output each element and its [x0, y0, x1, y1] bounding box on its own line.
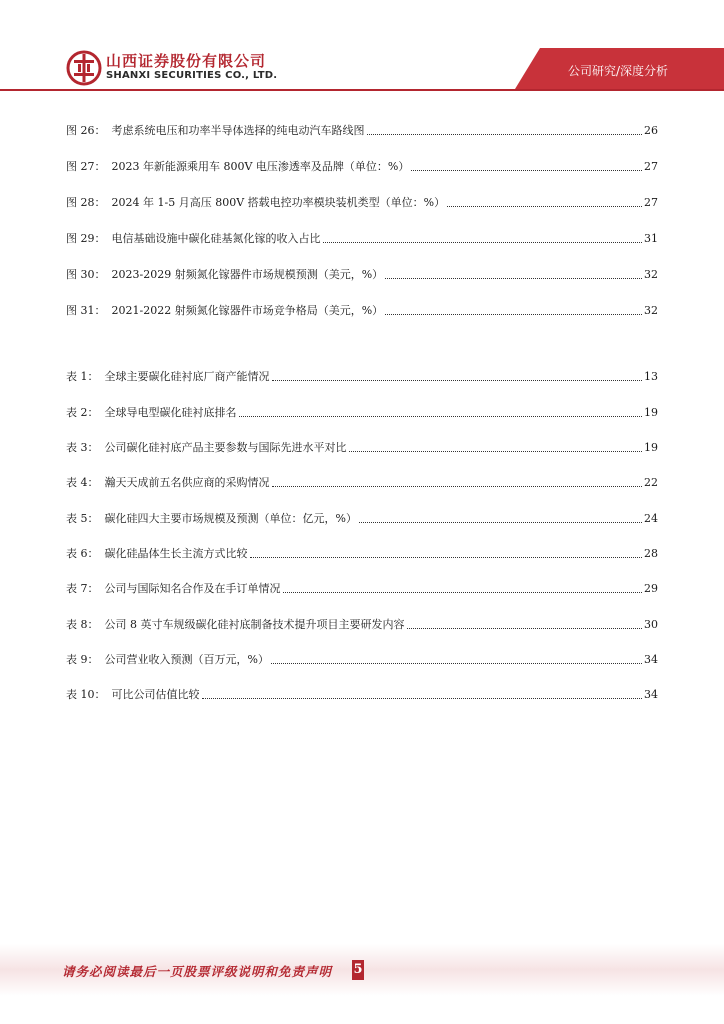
entry-page: 13	[644, 370, 658, 383]
leader-dots	[250, 557, 643, 558]
toc-entry-figure[interactable]	[66, 118, 658, 138]
entry-page: 32	[644, 304, 658, 317]
entry-label: 图 31：	[66, 304, 106, 317]
entry-title: 全球导电型碳化硅衬底排名	[104, 406, 237, 419]
toc-entry-table[interactable]	[66, 435, 658, 455]
leader-dots	[239, 416, 643, 417]
entry-page: 31	[644, 232, 658, 245]
entry-title: 碳化硅四大主要市场规模及预测（单位：亿元，%）	[104, 512, 357, 525]
leader-dots	[323, 242, 643, 243]
company-name-en: SHANXI SECURITIES CO., LTD.	[106, 70, 278, 81]
entry-label: 表 9：	[66, 653, 99, 666]
entry-label: 表 3：	[66, 441, 99, 454]
entry-title: 公司碳化硅衬底产品主要参数与国际先进水平对比	[104, 441, 347, 454]
leader-dots	[283, 592, 643, 593]
entry-title: 2021-2022 射频氮化镓器件市场竞争格局（美元，%）	[111, 304, 384, 317]
entry-title: 2023 年新能源乘用车 800V 电压渗透率及品牌（单位：%）	[111, 160, 410, 173]
entry-title: 考虑系统电压和功率半导体选择的纯电动汽车路线图	[111, 124, 365, 137]
leader-dots	[349, 451, 643, 452]
entry-title: 全球主要碳化硅衬底厂商产能情况	[104, 370, 270, 383]
entry-label: 表 4：	[66, 476, 99, 489]
leader-dots	[367, 134, 643, 135]
entry-label: 表 6：	[66, 547, 99, 560]
entry-page: 30	[644, 618, 658, 631]
entry-label: 图 30：	[66, 268, 106, 281]
leader-dots	[359, 522, 642, 523]
toc-entry-table[interactable]	[66, 364, 658, 384]
entry-title: 公司 8 英寸车规级碳化硅衬底制备技术提升项目主要研发内容	[104, 618, 405, 631]
leader-dots	[202, 698, 643, 699]
entry-page: 19	[644, 406, 658, 419]
entry-page: 22	[644, 476, 658, 489]
entry-title: 碳化硅晶体生长主流方式比较	[104, 547, 248, 560]
entry-label: 图 29：	[66, 232, 106, 245]
toc-entry-table[interactable]	[66, 400, 658, 420]
entry-title: 2024 年 1-5 月高压 800V 搭载电控功率模块装机类型（单位：%）	[111, 196, 446, 209]
toc-entry-figure[interactable]	[66, 262, 658, 282]
leader-dots	[447, 206, 642, 207]
entry-page: 34	[644, 653, 658, 666]
entry-label: 图 27：	[66, 160, 106, 173]
entry-label: 表 5：	[66, 512, 99, 525]
toc-entry-table[interactable]	[66, 612, 658, 632]
entry-page: 27	[644, 160, 658, 173]
page-number: 5	[352, 960, 364, 980]
leader-dots	[272, 486, 643, 487]
entry-title: 可比公司估值比较	[111, 688, 200, 701]
toc-entry-table[interactable]	[66, 576, 658, 596]
entry-title: 公司营业收入预测（百万元，%）	[104, 653, 269, 666]
entry-title: 电信基础设施中碳化硅基氮化镓的收入占比	[111, 232, 321, 245]
shanxi-securities-logo-icon	[66, 50, 102, 86]
toc-entry-figure[interactable]	[66, 226, 658, 246]
toc-entry-figure[interactable]	[66, 190, 658, 210]
entry-label: 表 10：	[66, 688, 106, 701]
entry-page: 28	[644, 547, 658, 560]
leader-dots	[385, 278, 642, 279]
entry-page: 34	[644, 688, 658, 701]
toc-entry-figure[interactable]	[66, 154, 658, 174]
leader-dots	[385, 314, 642, 315]
toc-entry-figure[interactable]	[66, 298, 658, 318]
page-header	[0, 0, 724, 100]
entry-title: 公司与国际知名合作及在手订单情况	[104, 582, 281, 595]
entry-label: 图 28：	[66, 196, 106, 209]
entry-label: 表 2：	[66, 406, 99, 419]
entry-label: 图 26：	[66, 124, 106, 137]
company-name-cn: 山西证券股份有限公司	[106, 52, 267, 70]
footer-disclaimer: 请务必阅读最后一页股票评级说明和免责声明	[62, 964, 333, 979]
entry-title: 2023-2029 射频氮化镓器件市场规模预测（美元，%）	[111, 268, 384, 281]
report-section-label: 公司研究/深度分析	[567, 64, 668, 78]
entry-page: 26	[644, 124, 658, 137]
entry-title: 瀚天天成前五名供应商的采购情况	[104, 476, 270, 489]
entry-page: 32	[644, 268, 658, 281]
leader-dots	[271, 663, 642, 664]
toc-entry-table[interactable]	[66, 541, 658, 561]
leader-dots	[407, 628, 643, 629]
entry-page: 27	[644, 196, 658, 209]
entry-label: 表 7：	[66, 582, 99, 595]
toc-entry-table[interactable]	[66, 682, 658, 702]
entry-page: 29	[644, 582, 658, 595]
toc-entry-table[interactable]	[66, 470, 658, 490]
entry-label: 表 8：	[66, 618, 99, 631]
entry-page: 19	[644, 441, 658, 454]
leader-dots	[272, 380, 643, 381]
entry-page: 24	[644, 512, 658, 525]
leader-dots	[411, 170, 642, 171]
toc-entry-table[interactable]	[66, 647, 658, 667]
entry-label: 表 1：	[66, 370, 99, 383]
toc-entry-table[interactable]	[66, 506, 658, 526]
